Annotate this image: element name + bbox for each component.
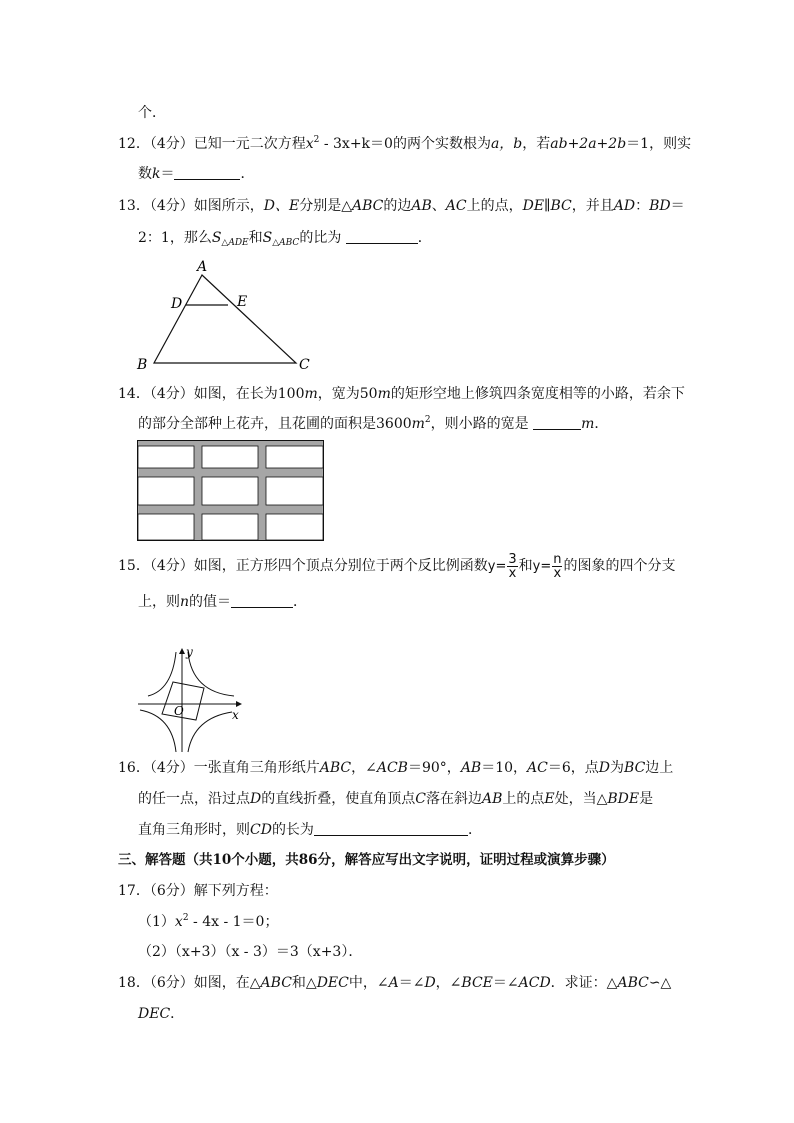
q14-line1: 14．（4分）如图，在长为100m，宽为50m的矩形空地上修筑四条宽度相等的小路，若余下 [118, 386, 685, 402]
flower-bed [266, 514, 323, 540]
answer-blank[interactable] [314, 821, 468, 836]
label-b: B [137, 357, 148, 373]
q16-line1: 16．（4分）一张直角三角形纸片ABC，∠ACB＝90°，AB＝10，AC＝6，点D为BC边上 [118, 760, 674, 776]
hyperbola-branch-q1 [188, 652, 234, 696]
fraction-n-over-x: $\frac{n}{x}$ [553, 551, 562, 581]
flower-bed [138, 477, 194, 505]
y-axis-arrow [179, 648, 185, 654]
q15-line1: 15．（4分）如图，正方形四个顶点分别位于两个反比例函数y= $\frac{3}{x}$ 和y= $\frac{n}{x}$ 的图象的四个分支 [118, 551, 676, 581]
answer-blank[interactable] [174, 165, 240, 180]
flower-bed [138, 446, 194, 468]
section-3-heading: 三、解答题（共10个小题，共86分，解答应写出文字说明，证明过程或演算步骤） [118, 852, 615, 868]
q16-line2: 的任一点，沿过点D的直线折叠，使直角顶点C落在斜边AB上的点E处，当△BDE是 [138, 791, 654, 807]
q12-line2: 数k＝ ． [138, 166, 255, 182]
q12-line1: 12．（4分）已知一元二次方程$x^2 - 3x+k=0$的两个实数根为a，b，若ab+2a+2b＝1，则实 [118, 135, 692, 152]
q14-line2: 的部分全部种上花卉，且花圃的面积是$3600m^2$，则小路的宽是 m． [138, 415, 609, 432]
triangle-figure [130, 255, 330, 375]
triangle-abc [154, 275, 296, 363]
flower-bed [202, 514, 258, 540]
label-e: E [237, 294, 248, 310]
q13-line1: 13．（4分）如图所示，D、E分别是△ABC的边AB、AC上的点，DE∥BC，并且AD：BD＝ [118, 198, 685, 214]
fraction-3-over-x: $\frac{3}{x}$ [508, 551, 517, 581]
flower-bed [202, 477, 258, 505]
q13-line2: 2：1，那么$S_{\triangle ADE}$和$S_{\triangle ABC}$的比为 ． [138, 230, 432, 248]
label-origin: O [174, 704, 184, 718]
flower-bed [202, 446, 258, 468]
label-y: y [186, 645, 193, 659]
flower-bed [138, 514, 194, 540]
label-d: D [171, 296, 183, 312]
q17-part1: $(1)x^2 - 4x - 1=0$； [138, 913, 279, 930]
answer-blank[interactable] [231, 593, 293, 608]
q17-line1: 17．（6分）解下列方程： [118, 883, 278, 899]
q15-line2: 上，则n的值＝ ． [138, 594, 308, 610]
hyperbola-figure [136, 644, 246, 754]
label-x: x [232, 708, 239, 722]
q11-tail: 个． [138, 105, 166, 121]
label-c: C [299, 357, 310, 373]
answer-blank[interactable] [533, 415, 581, 430]
q17-part2: （2）（x+3）（x - 3）＝3（x+3）． [138, 944, 363, 960]
flower-bed [266, 477, 323, 505]
x-axis-arrow [236, 701, 242, 707]
hyperbola-branch-q4 [188, 712, 232, 752]
hyperbola-branch-q3 [140, 710, 176, 752]
answer-blank[interactable] [346, 229, 418, 244]
garden-figure [137, 440, 325, 542]
q18-line2: DEC． [138, 1006, 185, 1022]
q18-line1: 18．（6分）如图，在△ABC和△DEC中，∠A＝∠D，∠BCE＝∠ACD．求证：△ABC∽△ [118, 975, 672, 991]
label-a: A [197, 259, 208, 275]
q16-line3: 直角三角形时，则CD的长为 ． [138, 822, 482, 838]
hyperbola-branch-q2 [148, 652, 176, 696]
flower-bed [266, 446, 323, 468]
